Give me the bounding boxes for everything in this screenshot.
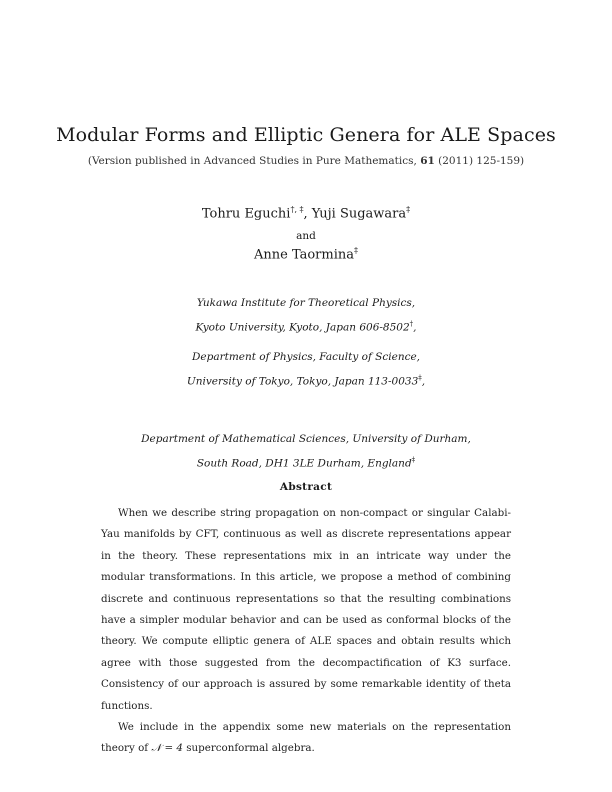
abstract-paragraph: When we describe string propagation on non-compact or singular Calabi-Yau manifolds by CFT, continuous as well as discrete representations appear in the theory. These representations mix in an intricate way under the modular transformations. In this article, we propose a method of combining discrete and continuous representations so that the resulting combinations have a simpler modular behavior and can be used as conformal blocks of the theory. We compute elliptic genera of ALE spaces and obtain results which agree with those suggested from the decompactification of K3 surface. Consistency of our approach is assured by some remarkable identity of theta functions.: [101, 507, 511, 712]
affiliation-line: Kyoto University, Kyoto, Japan 606-8502†,: [195, 320, 417, 334]
affiliation-block: [0, 293, 612, 339]
publication-note-suffix: (2011) 125-159): [434, 155, 525, 167]
publication-note-prefix: (Version published in Advanced Studies in Pure Mathematics,: [87, 155, 421, 167]
publication-note: [0, 155, 612, 167]
author-line: Tohru Eguchi†, ‡, Yuji Sugawara‡: [201, 205, 411, 222]
affiliation-line: University of Tokyo, Tokyo, Japan 113-0033‡,: [186, 374, 426, 388]
author-name: Yuji Sugawara: [311, 206, 407, 222]
author-name: Anne Taormina: [253, 247, 355, 263]
abstract-paragraph: We include in the appendix some new materials on the representation theory of 𝒩 = 4 superconformal algebra.: [101, 721, 511, 755]
affiliation-mark: ‡: [411, 456, 416, 464]
author-affiliation-mark: ‡: [354, 246, 359, 255]
affiliation-line: Department of Mathematical Sciences, University of Durham,: [141, 433, 471, 445]
abstract-heading: Abstract: [279, 481, 333, 493]
affiliation-line: Yukawa Institute for Theoretical Physics,: [196, 297, 416, 309]
publication-volume: 61: [420, 155, 435, 167]
paper-title: Modular Forms and Elliptic Genera for ALE Spaces: [56, 124, 556, 146]
affiliation-line: Department of Physics, Faculty of Science,: [191, 351, 421, 363]
affiliation-mark: †: [409, 320, 414, 328]
abstract-body: [101, 503, 511, 760]
author-affiliation-mark: †, ‡: [290, 205, 304, 214]
affiliation-block: [0, 429, 612, 475]
author-conjunction: and: [296, 230, 316, 242]
author-affiliation-mark: ‡: [406, 205, 411, 214]
affiliation-block: [0, 347, 612, 393]
affiliation-mark: ‡: [418, 374, 422, 382]
author-name: Tohru Eguchi: [201, 206, 291, 222]
math-expression: 𝒩 = 4: [151, 742, 183, 755]
author-line: [0, 246, 612, 262]
affiliation-line: South Road, DH1 3LE Durham, England‡: [196, 456, 416, 470]
